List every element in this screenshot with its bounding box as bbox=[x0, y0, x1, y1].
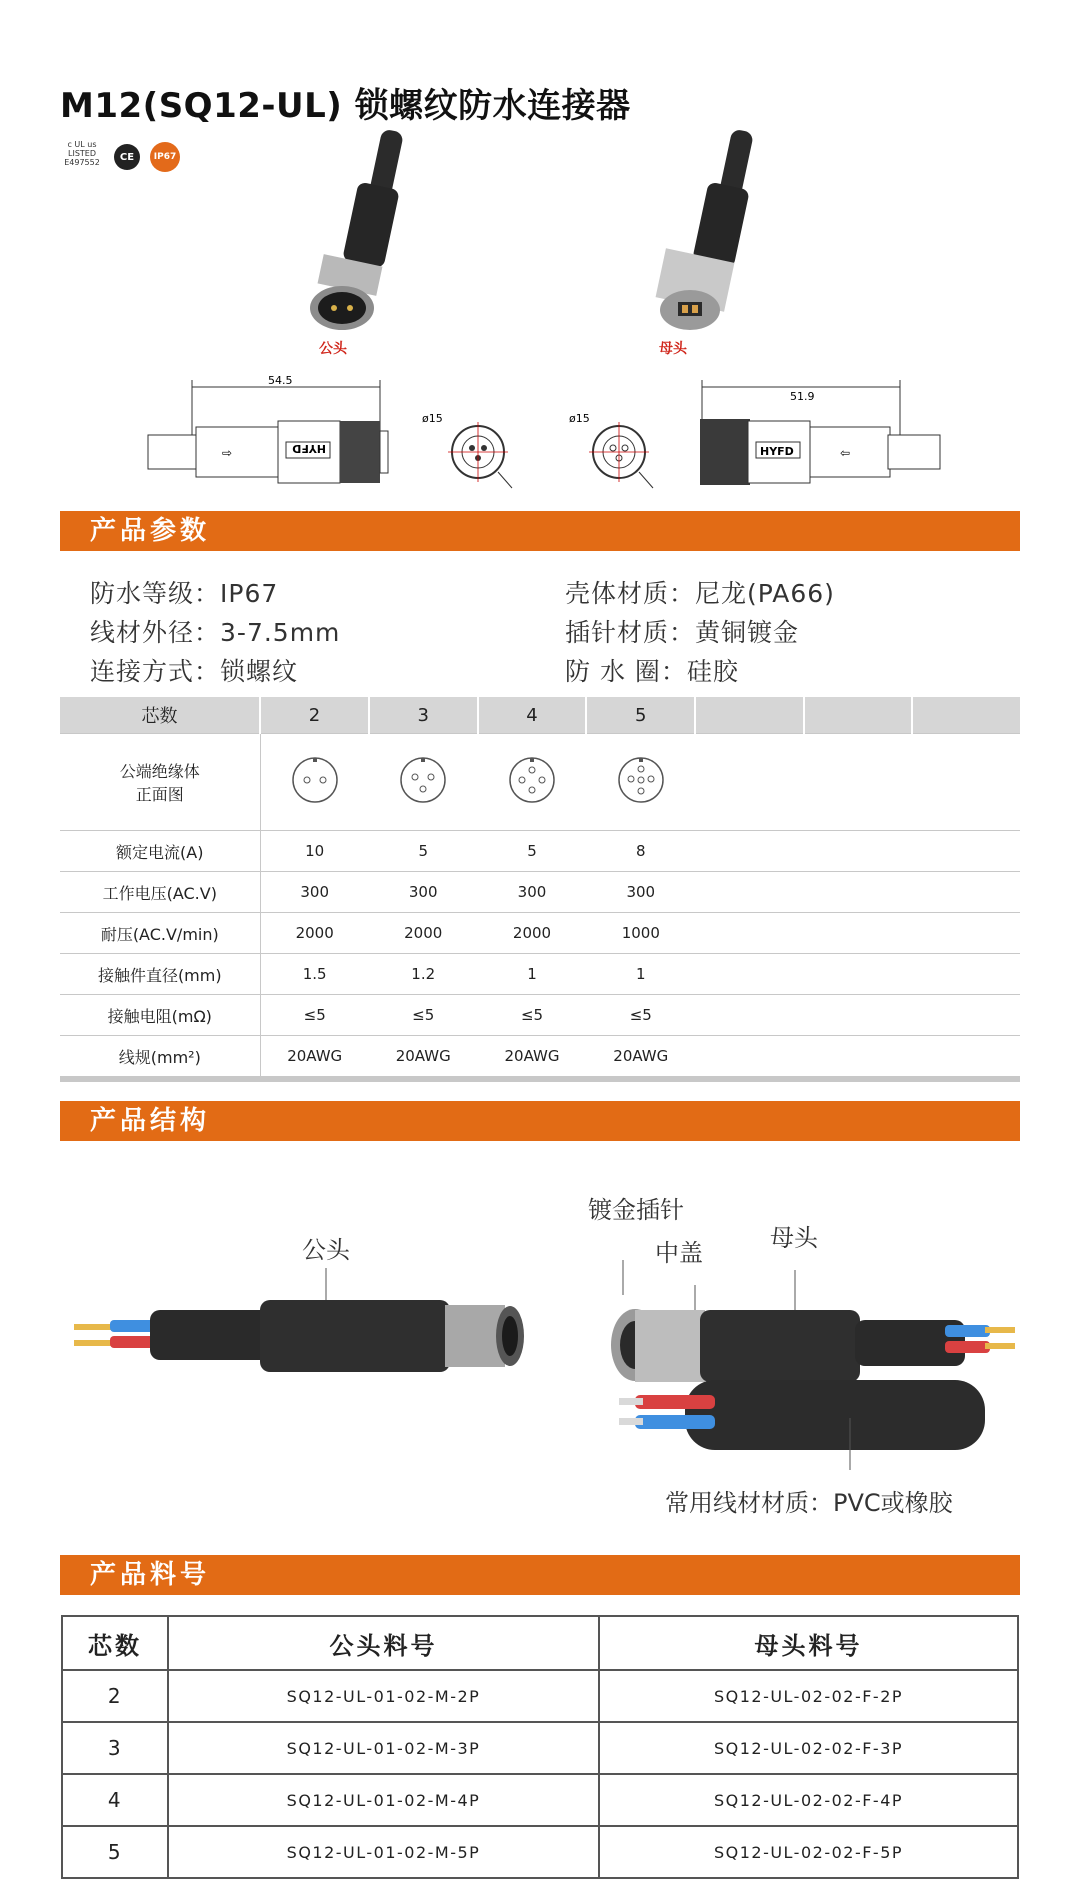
certification-badges bbox=[60, 140, 180, 174]
male-structure-illustration bbox=[70, 1250, 540, 1390]
spec-row-label: 线规(mm²) bbox=[60, 1036, 260, 1080]
param-item: 线材外径：3-7.5mm bbox=[90, 618, 341, 647]
spec-row bbox=[60, 1036, 1020, 1080]
parts-table-header bbox=[62, 1616, 1018, 1670]
parts-male-cell: SQ12-UL-01-02-M-2P bbox=[168, 1670, 599, 1722]
param-item: 防 水 圈：硅胶 bbox=[565, 657, 739, 686]
spec-cell: 20AWG bbox=[478, 1036, 587, 1080]
param-item: 插针材质：黄铜镀金 bbox=[565, 618, 800, 647]
spec-header-empty bbox=[912, 697, 1020, 734]
female-diameter-label: ø15 bbox=[569, 412, 590, 425]
parts-male-cell: SQ12-UL-01-02-M-4P bbox=[168, 1774, 599, 1826]
spec-header-empty bbox=[695, 697, 804, 734]
spec-cell: ≤5 bbox=[260, 995, 369, 1036]
spec-cell: 1000 bbox=[586, 913, 695, 954]
spec-cell: 1 bbox=[478, 954, 587, 995]
spec-cell: 300 bbox=[586, 872, 695, 913]
spec-cell: 20AWG bbox=[586, 1036, 695, 1080]
ul-listed-icon: c UL us LISTED E497552 bbox=[64, 140, 100, 167]
face-3pin-icon bbox=[369, 734, 478, 831]
spec-cell: 10 bbox=[260, 831, 369, 872]
spec-cell: 8 bbox=[586, 831, 695, 872]
parts-header-female: 母头料号 bbox=[599, 1616, 1018, 1670]
callout-cable: 常用线材材质：PVC或橡胶 bbox=[665, 1489, 953, 1517]
male-brand-label: HYFD bbox=[292, 442, 326, 455]
callout-pin: 镀金插针 bbox=[588, 1196, 684, 1224]
female-arrow-icon: ⇦ bbox=[840, 446, 851, 460]
spec-header-col: 5 bbox=[586, 697, 695, 734]
spec-header-col: 3 bbox=[369, 697, 478, 734]
female-dimension-drawing bbox=[690, 375, 960, 495]
male-photo-label: 公头 bbox=[319, 341, 347, 357]
female-length-label: 51.9 bbox=[790, 390, 815, 403]
face-row-label: 公端绝缘体 正面图 bbox=[60, 734, 260, 831]
spec-row bbox=[60, 954, 1020, 995]
spec-row-label: 工作电压(AC.V) bbox=[60, 872, 260, 913]
spec-header-col: 2 bbox=[260, 697, 369, 734]
callout-male: 公头 bbox=[302, 1236, 350, 1264]
section-bar-structure: 产品结构 bbox=[60, 1101, 1020, 1141]
spec-cell: 300 bbox=[478, 872, 587, 913]
spec-header-col: 4 bbox=[478, 697, 587, 734]
spec-row-label: 耐压(AC.V/min) bbox=[60, 913, 260, 954]
ce-mark-icon: CE bbox=[114, 144, 140, 170]
parts-cores-cell: 3 bbox=[62, 1722, 168, 1774]
spec-cell: ≤5 bbox=[586, 995, 695, 1036]
spec-cell: 1.5 bbox=[260, 954, 369, 995]
parts-header-cores: 芯数 bbox=[62, 1616, 168, 1670]
table-row bbox=[62, 1774, 1018, 1826]
spec-header-empty bbox=[804, 697, 913, 734]
spec-cell: 300 bbox=[369, 872, 478, 913]
spec-cell: 2000 bbox=[478, 913, 587, 954]
param-item: 壳体材质：尼龙(PA66) bbox=[565, 579, 835, 608]
female-photo-label: 母头 bbox=[659, 341, 687, 357]
parts-cores-cell: 5 bbox=[62, 1826, 168, 1878]
spec-table bbox=[60, 697, 1020, 1082]
spec-row bbox=[60, 913, 1020, 954]
spec-cell: ≤5 bbox=[369, 995, 478, 1036]
male-connector-photo bbox=[280, 130, 440, 330]
section-bar-parts: 产品料号 bbox=[60, 1555, 1020, 1595]
spec-cell: 2000 bbox=[369, 913, 478, 954]
spec-cell: 1 bbox=[586, 954, 695, 995]
callout-cap: 中盖 bbox=[655, 1239, 703, 1267]
face-2pin-icon bbox=[260, 734, 369, 831]
spec-cell: 20AWG bbox=[369, 1036, 478, 1080]
spec-cell: 2000 bbox=[260, 913, 369, 954]
table-row bbox=[62, 1826, 1018, 1878]
spec-row bbox=[60, 995, 1020, 1036]
section-bar-params: 产品参数 bbox=[60, 511, 1020, 551]
param-item: 防水等级：IP67 bbox=[90, 579, 279, 608]
male-arrow-icon: ⇨ bbox=[222, 446, 233, 460]
male-dimension-drawing bbox=[140, 375, 400, 495]
spec-table-header bbox=[60, 697, 1020, 734]
male-diameter-label: ø15 bbox=[422, 412, 443, 425]
parts-female-cell: SQ12-UL-02-02-F-4P bbox=[599, 1774, 1018, 1826]
female-connector-photo bbox=[630, 130, 790, 330]
parts-male-cell: SQ12-UL-01-02-M-3P bbox=[168, 1722, 599, 1774]
parts-female-cell: SQ12-UL-02-02-F-3P bbox=[599, 1722, 1018, 1774]
male-length-label: 54.5 bbox=[268, 375, 293, 387]
spec-row-label: 接触件直径(mm) bbox=[60, 954, 260, 995]
parts-cores-cell: 2 bbox=[62, 1670, 168, 1722]
callout-female: 母头 bbox=[770, 1224, 818, 1252]
spec-cell: 300 bbox=[260, 872, 369, 913]
spec-face-row bbox=[60, 734, 1020, 831]
spec-cell: 5 bbox=[369, 831, 478, 872]
table-row bbox=[62, 1670, 1018, 1722]
parts-cores-cell: 4 bbox=[62, 1774, 168, 1826]
spec-row bbox=[60, 831, 1020, 872]
parts-table bbox=[61, 1615, 1019, 1879]
page-title: M12(SQ12-UL) 锁螺纹防水连接器 bbox=[60, 86, 631, 126]
parts-male-cell: SQ12-UL-01-02-M-5P bbox=[168, 1826, 599, 1878]
spec-cell: 20AWG bbox=[260, 1036, 369, 1080]
male-face-drawing bbox=[418, 410, 518, 500]
female-brand-label: HYFD bbox=[760, 445, 794, 458]
param-item: 连接方式：锁螺纹 bbox=[90, 657, 299, 686]
ip67-badge-icon: IP67 bbox=[150, 142, 180, 172]
spec-header-label: 芯数 bbox=[60, 697, 260, 734]
spec-row-label: 额定电流(A) bbox=[60, 831, 260, 872]
face-5pin-icon bbox=[586, 734, 695, 831]
female-face-drawing bbox=[565, 410, 665, 500]
parts-header-male: 公头料号 bbox=[168, 1616, 599, 1670]
face-4pin-icon bbox=[478, 734, 587, 831]
spec-cell: ≤5 bbox=[478, 995, 587, 1036]
spec-row bbox=[60, 872, 1020, 913]
table-row bbox=[62, 1722, 1018, 1774]
female-structure-illustration bbox=[605, 1240, 1025, 1470]
spec-cell: 1.2 bbox=[369, 954, 478, 995]
parts-female-cell: SQ12-UL-02-02-F-2P bbox=[599, 1670, 1018, 1722]
spec-row-label: 接触电阻(mΩ) bbox=[60, 995, 260, 1036]
parts-female-cell: SQ12-UL-02-02-F-5P bbox=[599, 1826, 1018, 1878]
spec-cell: 5 bbox=[478, 831, 587, 872]
